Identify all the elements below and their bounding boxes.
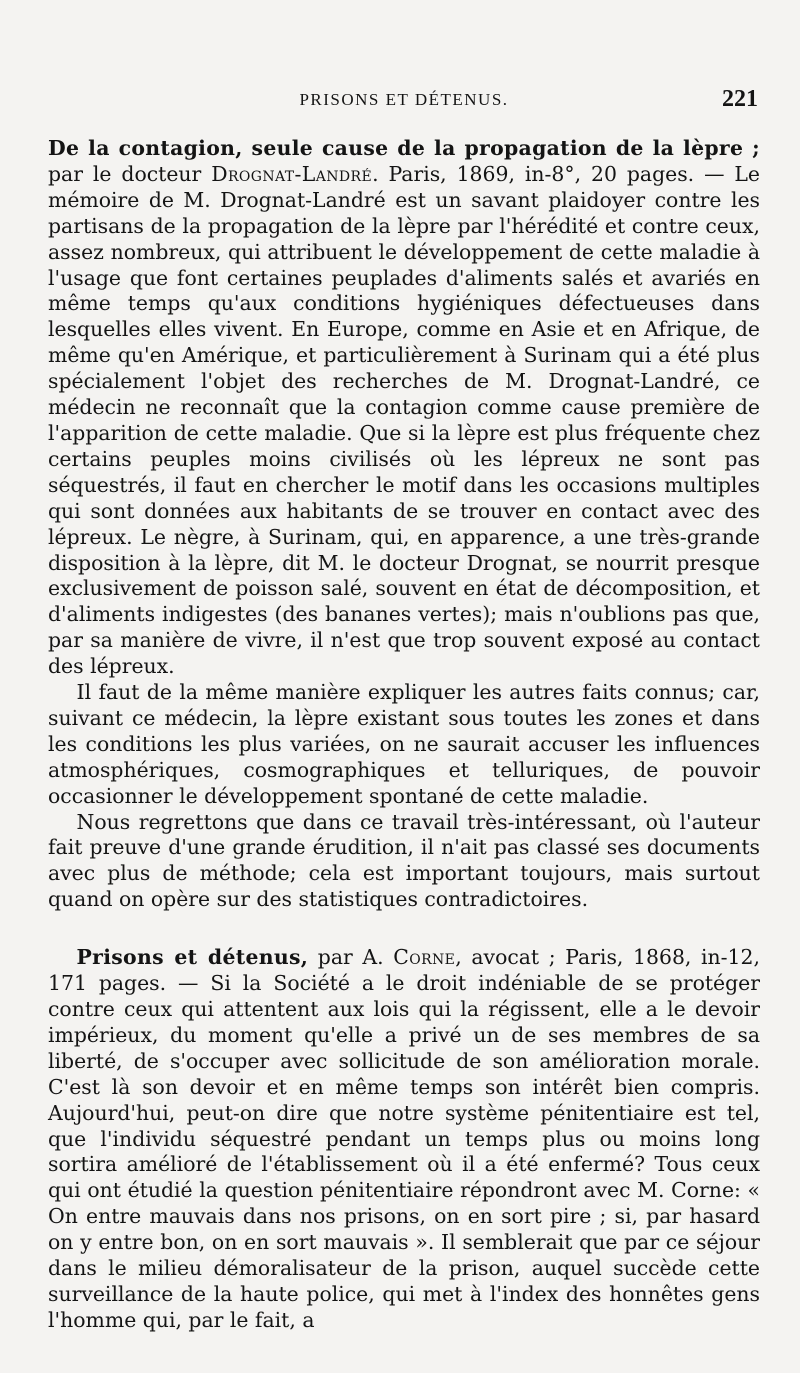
author-name: Drognat-Landré bbox=[211, 161, 373, 186]
section-gap bbox=[48, 913, 760, 945]
author-prefix: par A. bbox=[308, 945, 394, 970]
review-lepre-lead bbox=[48, 136, 760, 680]
page-body bbox=[48, 136, 760, 1334]
author-name: Corne bbox=[393, 945, 456, 970]
review-prisons-lead bbox=[48, 945, 760, 1334]
review-title: De la contagion, seule cause de la propagation de la lèpre ; bbox=[48, 136, 760, 160]
review-text: . Paris, 1869, in-8°, 20 pages. — Le mémoire de M. Drognat-Landré est un savant plaidoyer contre les partisans de la propagation de la lèpre par l'hérédité et contre ceux, assez nombreux, qui attribuent le développement de cette maladie à l'usage que font certaines peuplades d'aliments salés et avariés en même temps qu'aux conditions hygiéniques défectueuses dans lesquelles elles vivent. En Europe, comme en Asie et en Afrique, de même qu'en Amérique, et particulièrement à Surinam qui a été plus spécialement l'objet des recherches de M. Drognat-Landré, ce médecin ne reconnaît que la contagion comme cause première de l'apparition de cette maladie. Que si la lèpre est plus fréquente chez certains peuples moins civilisés où les lépreux ne sont pas séquestrés, il faut en chercher le motif dans les occasions multiples qui sont données aux habitants de se trouver en contact avec des lépreux. Le nègre, à Surinam, qui, en apparence, a une très-grande disposition à la lèpre, dit M. le docteur Drognat, se nourrit presque exclusivement de poisson salé, souvent en état de décomposition, et d'aliments indigestes (des bananes vertes); mais n'oublions pas que, par sa manière de vivre, il n'est que trop souvent exposé au contact des lépreux. bbox=[48, 161, 760, 679]
review-paragraph: Il faut de la même manière expliquer les autres faits connus; car, suivant ce médecin, la lèpre existant sous toutes les zones et dans les conditions les plus variées, on ne saurait accuser les influences atmosphériques, cosmographiques et telluriques, de pouvoir occasionner le développement spontané de cette maladie. bbox=[48, 680, 760, 808]
review-lepre bbox=[48, 136, 760, 913]
review-paragraph: Nous regrettons que dans ce travail très-intéressant, où l'auteur fait preuve d'une grande érudition, il n'ait pas classé ses documents avec plus de méthode; cela est important toujours, mais surtout quand on opère sur des statistiques contradictoires. bbox=[48, 809, 760, 912]
page-header bbox=[48, 86, 760, 116]
review-prisons bbox=[48, 945, 760, 1334]
running-title: PRISONS ET DÉTENUS. bbox=[299, 90, 509, 109]
author-prefix: par le docteur bbox=[48, 161, 212, 186]
review-text: , avocat ; Paris, 1868, in-12, 171 pages. — Si la Société a le droit indéniable de se protéger contre ceux qui attentent aux lois qui la régissent, elle a le devoir impérieux, du moment qu'elle a privé un de ses membres de sa liberté, de s'occuper avec sollicitude de son amélioration morale. C'est là son devoir et en même temps son intérêt bien compris. Aujourd'hui, peut-on dire que notre système pénitentiaire est tel, que l'individu séquestré pendant un temps plus ou moins long sortira amélioré de l'établissement où il a été enfermé? Tous ceux qui ont étudié la question pénitentiaire répondront avec M. Corne: « On entre mauvais dans nos prisons, on en sort pire ; si, par hasard on y entre bon, on en sort mauvais ». Il semblerait que par ce séjour dans le milieu démoralisateur de la prison, auquel succède cette surveillance de la haute police, qui met à l'index des honnêtes gens l'homme qui, par le fait, a bbox=[48, 945, 760, 1332]
page-number: 221 bbox=[722, 86, 758, 112]
review-title: Prisons et détenus, bbox=[76, 945, 309, 970]
